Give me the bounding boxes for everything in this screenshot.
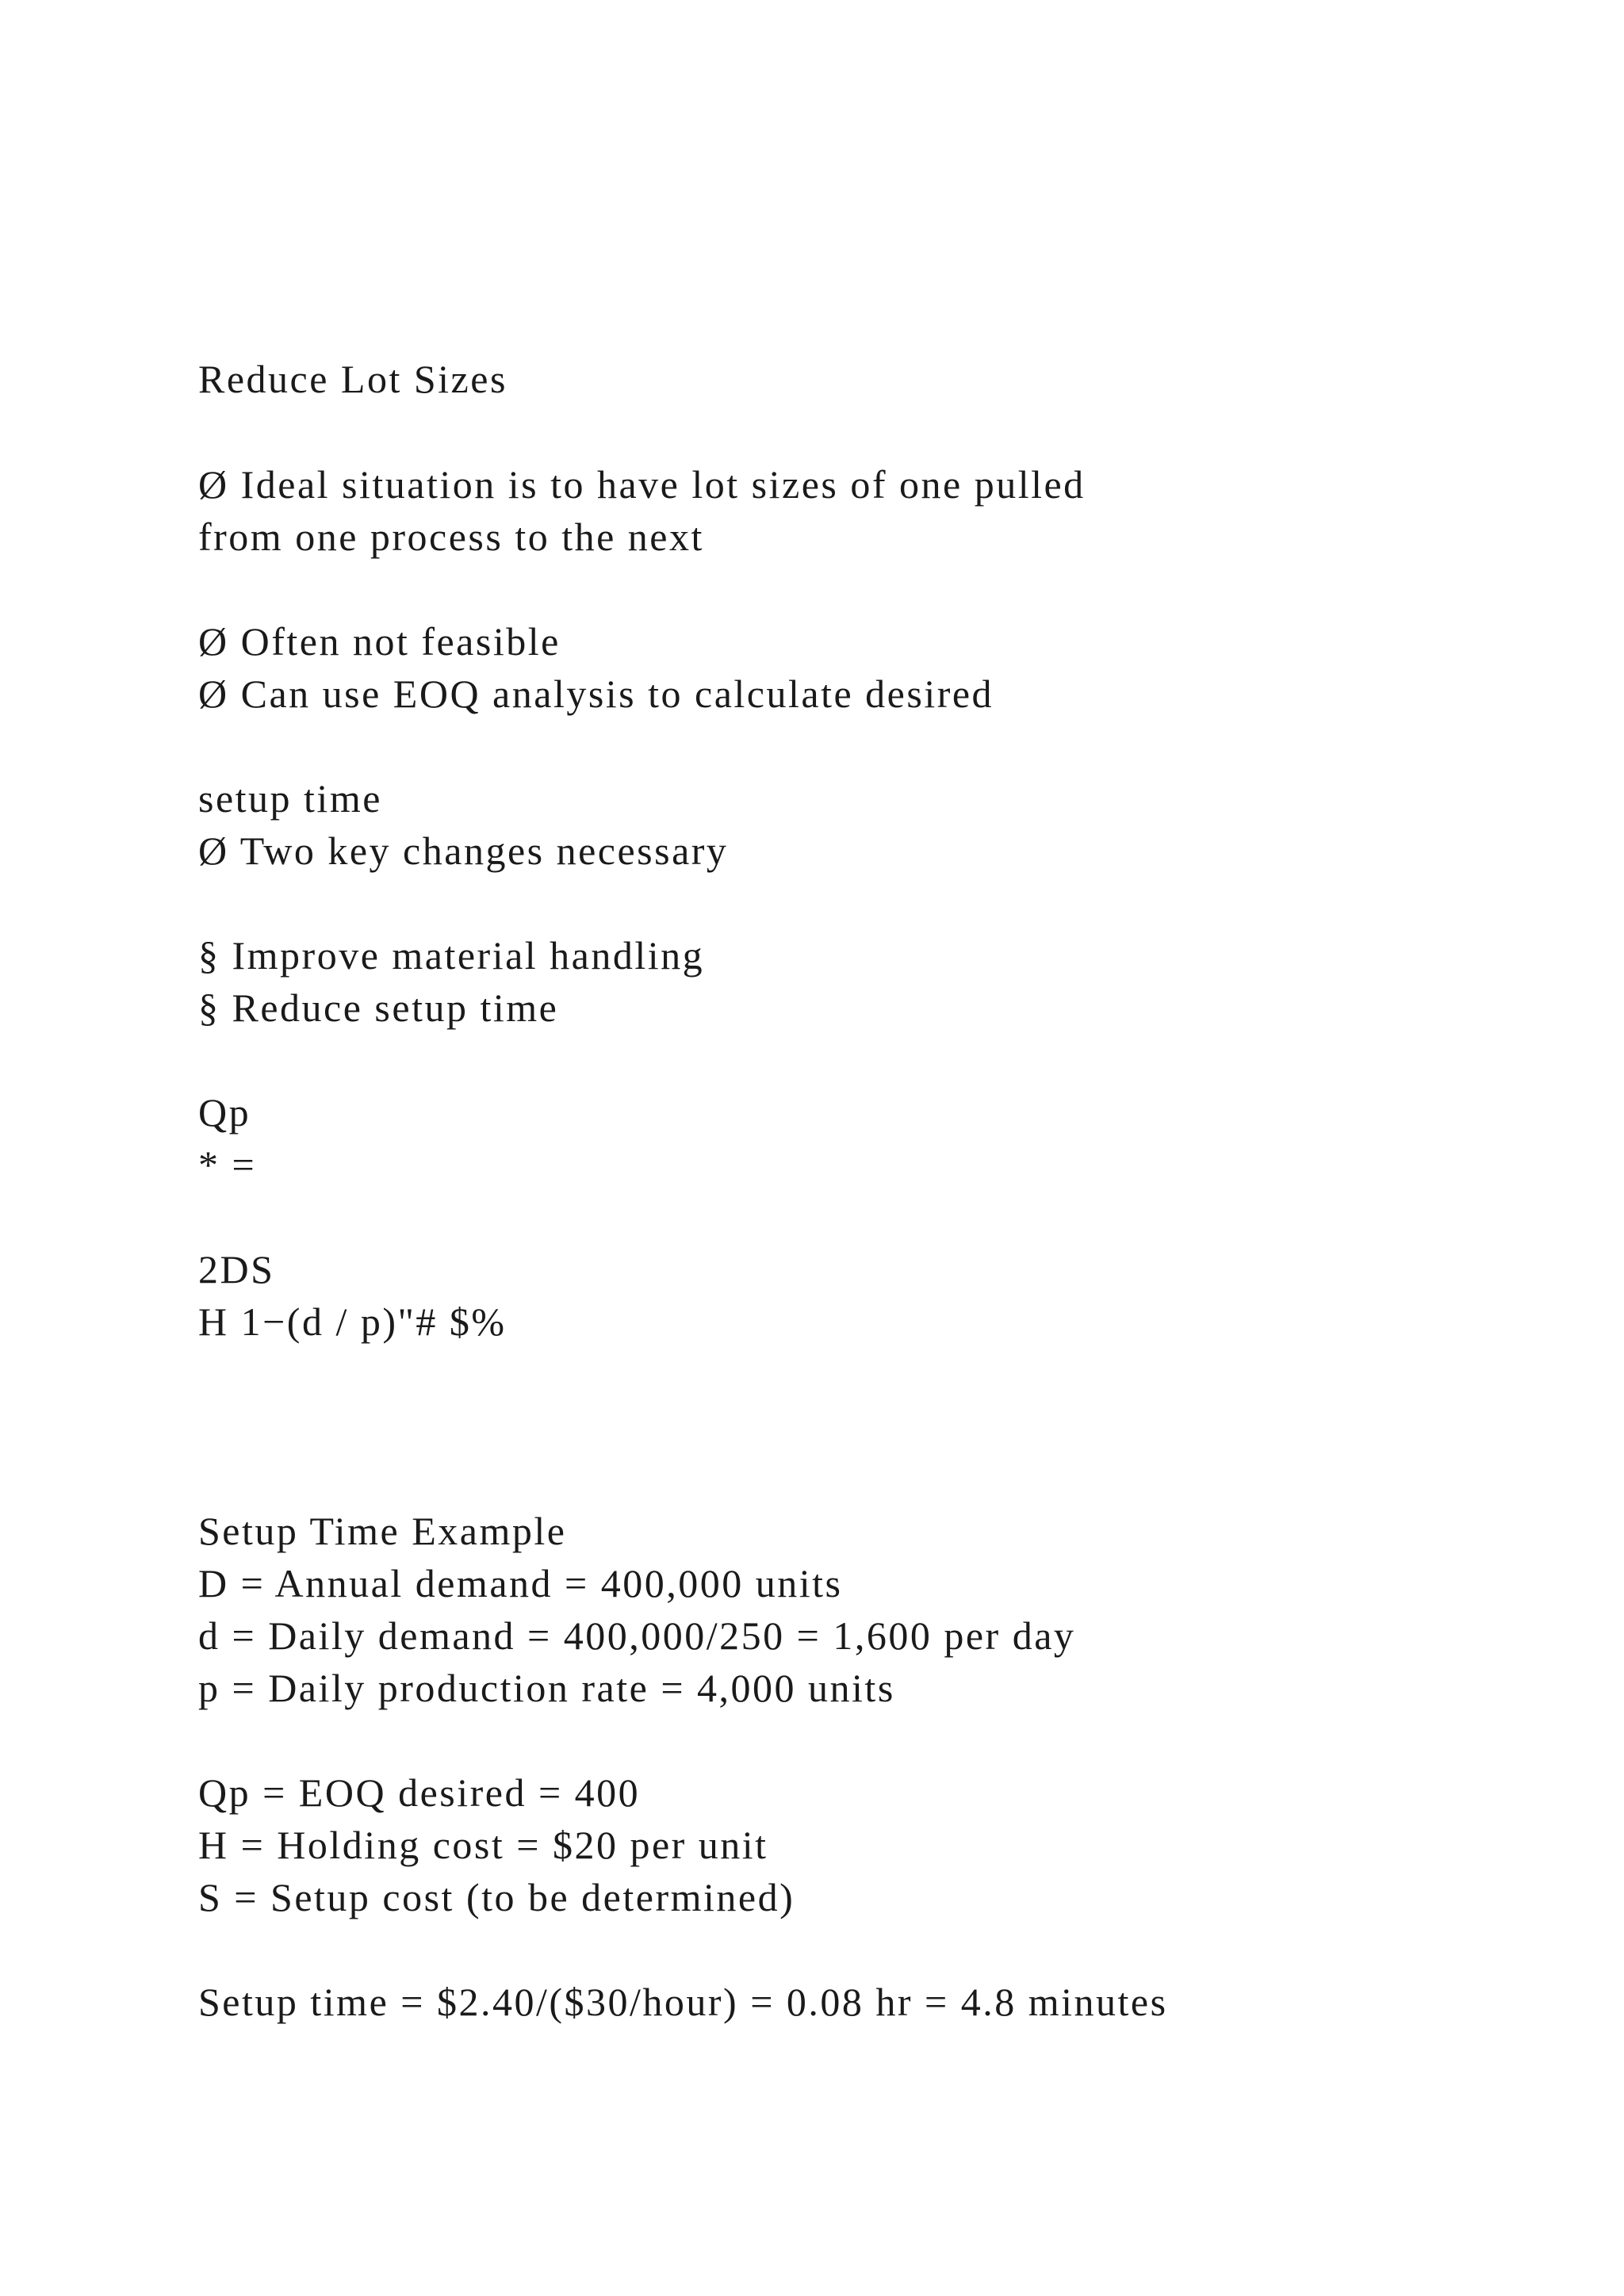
sub-bullet-reduce-setup-time: § Reduce setup time	[198, 985, 559, 1030]
bullet-eoq-analysis: Ø Can use EOQ analysis to calculate desired	[198, 672, 994, 716]
sub-bullet-material-handling: § Improve material handling	[198, 933, 705, 978]
document-title: Reduce Lot Sizes	[198, 357, 508, 401]
example-setup-cost: S = Setup cost (to be determined)	[198, 1875, 795, 1919]
bullet-setup-time-continued: setup time	[198, 776, 382, 821]
formula-numerator: 2DS	[198, 1247, 275, 1292]
formula-denominator: H 1−(d / p)"# $%	[198, 1299, 507, 1344]
example-setup-time-result: Setup time = $2.40/($30/hour) = 0.08 hr = 4.8 minutes	[198, 1980, 1168, 2024]
bullet-ideal-situation: Ø Ideal situation is to have lot sizes of one pulled	[198, 462, 1086, 507]
example-eoq-desired: Qp = EOQ desired = 400	[198, 1770, 641, 1815]
bullet-ideal-situation-continued: from one process to the next	[198, 515, 704, 559]
example-production-rate: p = Daily production rate = 4,000 units	[198, 1666, 895, 1710]
bullet-two-key-changes: Ø Two key changes necessary	[198, 828, 729, 873]
formula-equals: * =	[198, 1142, 257, 1187]
bullet-not-feasible: Ø Often not feasible	[198, 619, 561, 664]
example-daily-demand: d = Daily demand = 400,000/250 = 1,600 per day	[198, 1613, 1076, 1658]
formula-lhs: Qp	[198, 1090, 251, 1135]
example-holding-cost: H = Holding cost = $20 per unit	[198, 1823, 768, 1867]
example-title: Setup Time Example	[198, 1509, 567, 1553]
example-annual-demand: D = Annual demand = 400,000 units	[198, 1561, 843, 1605]
